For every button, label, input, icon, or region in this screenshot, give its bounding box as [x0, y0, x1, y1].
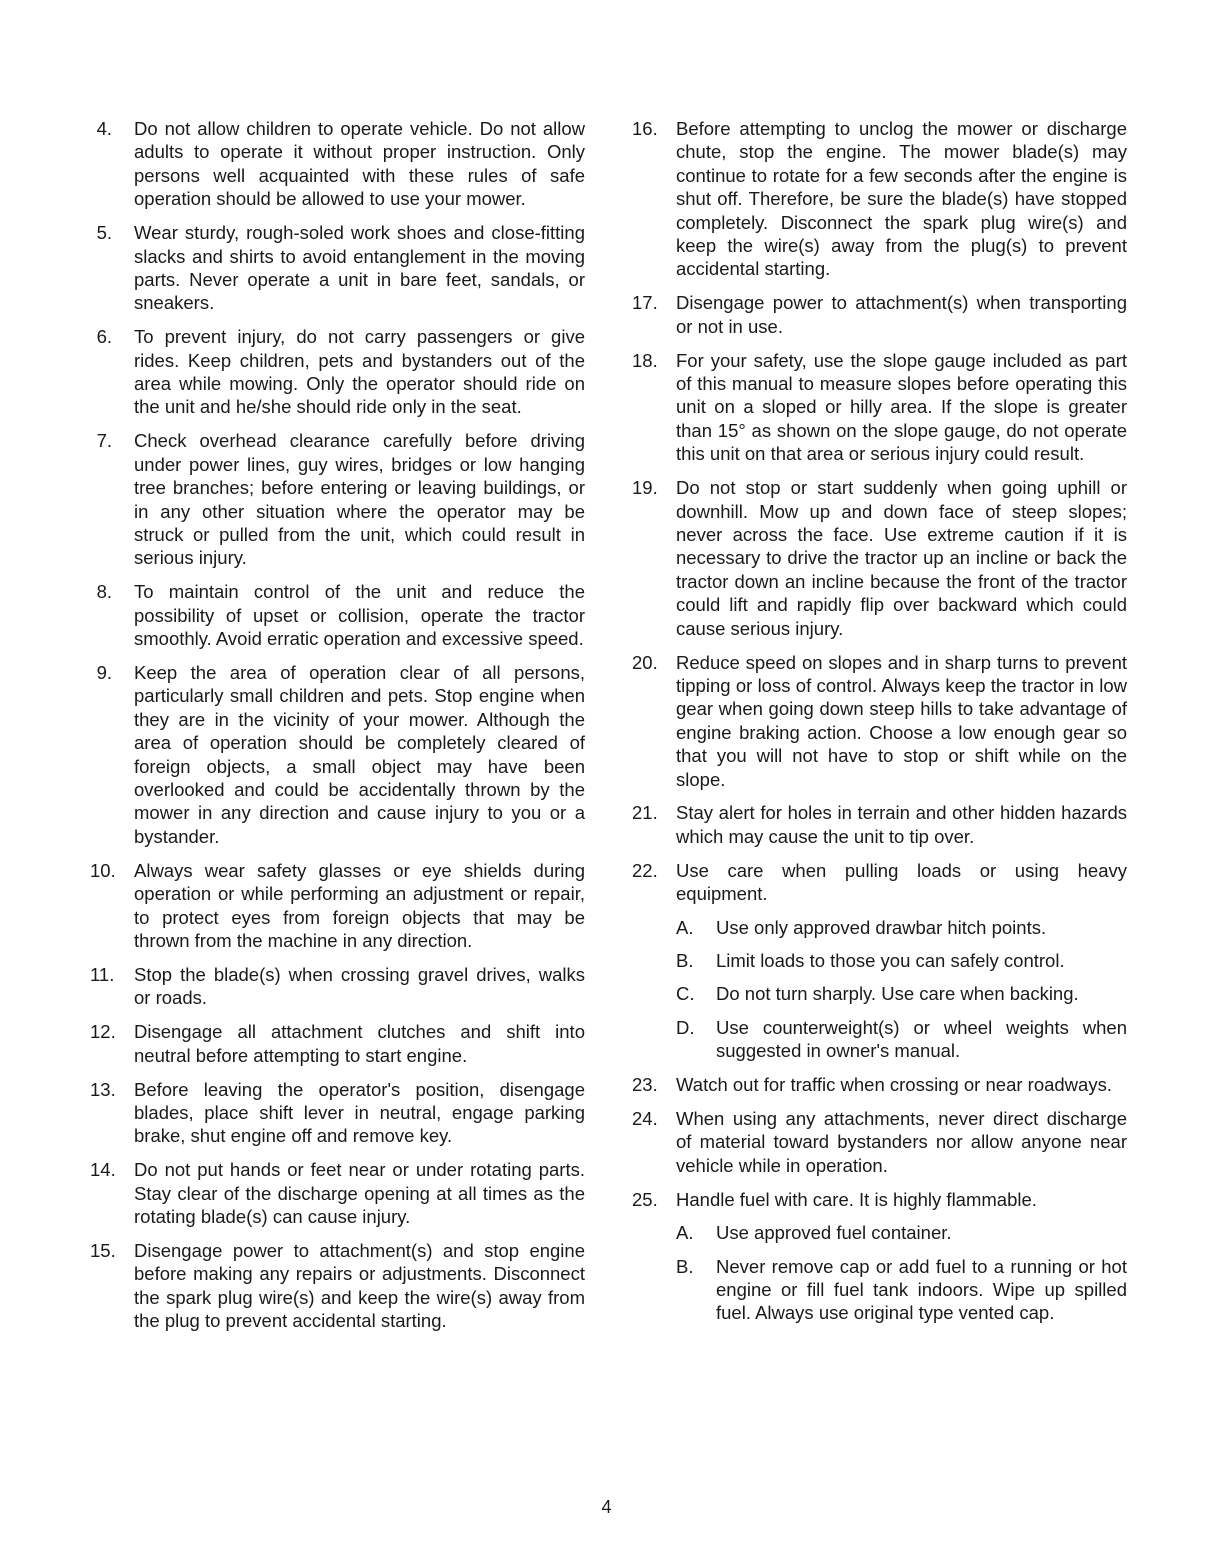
page-number: 4	[601, 1497, 612, 1517]
right-column	[632, 117, 1127, 1335]
rule-text: Stop the blade(s) when crossing gravel drives, walks or roads.	[134, 963, 585, 1009]
rule-number: 20.	[632, 651, 658, 673]
left-column	[90, 117, 585, 1343]
safety-rule-item	[90, 429, 585, 569]
rule-number: 16.	[632, 118, 658, 139]
sub-rule-item	[676, 982, 1127, 1005]
rule-number: 25.	[632, 1188, 658, 1210]
rule-number: 10.	[90, 859, 116, 881]
sub-rule-text: Limit loads to those you can safely control.	[716, 950, 1065, 971]
rule-number: 6.	[96, 326, 112, 348]
rule-text: Use care when pulling loads or using heavy equipment.	[676, 859, 1127, 905]
safety-rule-item	[90, 1158, 585, 1228]
safety-rule-item	[90, 580, 585, 650]
rule-number: 24.	[632, 1108, 658, 1130]
safety-rule-item	[632, 651, 1127, 791]
rule-text: Do not stop or start suddenly when going uphill or downhill. Mow up and down face of steep slopes; never across the face. Use extreme caution if it is necessary to drive the tractor up an incline or back the tractor down an incline because the front of the tractor could lift and rapidly flip over backward which could cause serious injury.	[676, 477, 1127, 639]
safety-rule-item	[90, 1239, 585, 1333]
safety-rule-item	[632, 349, 1127, 466]
rule-text: To prevent injury, do not carry passengers or give rides. Keep children, pets and bystanders out of the area while mowing. Only the operator should ride on the unit and he/she should ride only in the seat.	[134, 326, 585, 418]
rule-text: When using any attachments, never direct discharge of material toward bystanders nor allow anyone near vehicle while in operation.	[676, 1108, 1127, 1176]
rule-number: 23.	[632, 1074, 658, 1096]
rule-number: 9.	[96, 662, 112, 684]
safety-rule-item	[90, 859, 585, 953]
safety-rule-item	[632, 1073, 1127, 1096]
rule-number: 8.	[96, 581, 112, 603]
sub-rule-letter: D.	[676, 1016, 695, 1038]
rule-number: 13.	[90, 1078, 116, 1100]
sub-rule-letter: C.	[676, 983, 695, 1005]
rule-text: Wear sturdy, rough-soled work shoes and close-fitting slacks and shirts to avoid entanglement in the moving parts. Never operate a unit in bare feet, sandals, or sneakers.	[134, 222, 585, 314]
sub-rule-item	[676, 1255, 1127, 1325]
sub-rule-item	[676, 1221, 1127, 1244]
rule-number: 12.	[90, 1021, 116, 1043]
sub-rule-text: Use counterweight(s) or wheel weights when suggested in owner's manual.	[716, 1016, 1127, 1062]
sub-rule-text: Do not turn sharply. Use care when backing.	[716, 983, 1079, 1005]
safety-rule-item	[90, 1078, 585, 1148]
rule-number: 5.	[96, 222, 112, 244]
safety-rule-item	[90, 661, 585, 848]
rule-number: 14.	[90, 1159, 116, 1181]
rule-text: Reduce speed on slopes and in sharp turns to prevent tipping or loss of control. Always keep the tractor in low gear when going down steep hills to take advantage of engine braking action. Choose a low enough gear so that you will not have to stop or shift while on the slope.	[676, 651, 1127, 790]
sub-rule-letter: A.	[676, 916, 694, 938]
rule-number: 15.	[90, 1239, 116, 1261]
sub-rule-letter: A.	[676, 1222, 694, 1244]
rule-text: Before leaving the operator's position, disengage blades, place shift lever in neutral, engage parking brake, shut engine off and remove key.	[134, 1078, 585, 1147]
safety-rule-item	[90, 221, 585, 315]
rule-text: Disengage power to attachment(s) when transporting or not in use.	[676, 292, 1127, 337]
rule-number: 21.	[632, 802, 658, 824]
rule-text: Disengage all attachment clutches and shift into neutral before attempting to start engine.	[134, 1021, 585, 1066]
rule-text: Always wear safety glasses or eye shields during operation or while performing an adjustment or repair, to protect eyes from foreign objects that may be thrown from the machine in any direction.	[134, 859, 585, 951]
rule-number: 7.	[96, 430, 112, 452]
rule-number: 11.	[90, 963, 115, 985]
sub-rule-item	[676, 916, 1127, 939]
safety-rule-item	[632, 859, 1127, 1063]
rule-text: Do not put hands or feet near or under rotating parts. Stay clear of the discharge opening at all times as the rotating blade(s) can cause injury.	[134, 1159, 585, 1228]
sub-rule-letter: B.	[676, 1255, 694, 1277]
rule-text: For your safety, use the slope gauge included as part of this manual to measure slopes before operating this unit on a sloped or hilly area. If the slope is greater than 15° as shown on the slope gauge, do not operate this unit on that area or serious injury could result.	[676, 349, 1127, 465]
safety-rule-item	[90, 963, 585, 1010]
safety-rule-item	[90, 117, 585, 211]
rule-text: Keep the area of operation clear of all persons, particularly small children and pets. Stop engine when they are in the vicinity of your mower. Although the area of operation should be completely cleared of foreign objects, a small object may have been overlooked and could be accidentally thrown by the mower in any direction and cause injury to you or a bystander.	[134, 662, 585, 847]
rule-text: Watch out for traffic when crossing or near roadways.	[676, 1074, 1112, 1096]
safety-rule-item	[632, 1107, 1127, 1177]
rule-text: To maintain control of the unit and reduce the possibility of upset or collision, operate the tractor smoothly. Avoid erratic operation and excessive speed.	[134, 581, 585, 650]
rule-number: 4.	[96, 118, 112, 139]
rule-number: 22.	[632, 859, 658, 881]
sub-rule-text: Use only approved drawbar hitch points.	[716, 916, 1047, 938]
rule-number: 17.	[632, 292, 658, 314]
safety-rule-item	[632, 1188, 1127, 1325]
safety-rule-item	[632, 801, 1127, 848]
sub-rule-text: Never remove cap or add fuel to a running or hot engine or fill fuel tank indoors. Wipe up spilled fuel. Always use original type vented cap.	[716, 1255, 1127, 1324]
sub-rule-letter: B.	[676, 950, 694, 971]
rule-text: Disengage power to attachment(s) and stop engine before making any repairs or adjustments. Disconnect the spark plug wire(s) and keep the wire(s) away from the plug to prevent accidental starting.	[134, 1239, 585, 1332]
sub-rule-text: Use approved fuel container.	[716, 1222, 952, 1244]
rule-text: Do not allow children to operate vehicle. Do not allow adults to operate it without proper instruction. Only persons well acquainted with these rules of safe operation should be allowed to use your mower.	[134, 118, 585, 210]
safety-rule-item	[632, 291, 1127, 338]
rule-number: 18.	[632, 349, 658, 371]
rule-text: Before attempting to unclog the mower or discharge chute, stop the engine. The mower blade(s) may continue to rotate for a few seconds after the engine is shut off. Therefore, be sure the blade(s) have stopped completely. Disconnect the spark plug wire(s) and keep the wire(s) away from the plug(s) to prevent accidental starting.	[676, 118, 1127, 280]
safety-rule-item	[90, 1020, 585, 1067]
sub-rule-item	[676, 1016, 1127, 1063]
rule-text: Check overhead clearance carefully before driving under power lines, guy wires, bridges or low hanging tree branches; before entering or leaving buildings, or in any other situation where the operator may be struck or pulled from the unit, which could result in serious injury.	[134, 430, 585, 569]
rule-number: 19.	[632, 477, 658, 499]
rule-text: Stay alert for holes in terrain and other hidden hazards which may cause the unit to tip over.	[676, 802, 1127, 847]
rule-text: Handle fuel with care. It is highly flammable.	[676, 1188, 1037, 1210]
sub-rule-item	[676, 949, 1127, 972]
safety-rule-item	[632, 476, 1127, 640]
safety-rule-item	[632, 117, 1127, 281]
safety-rule-item	[90, 325, 585, 419]
